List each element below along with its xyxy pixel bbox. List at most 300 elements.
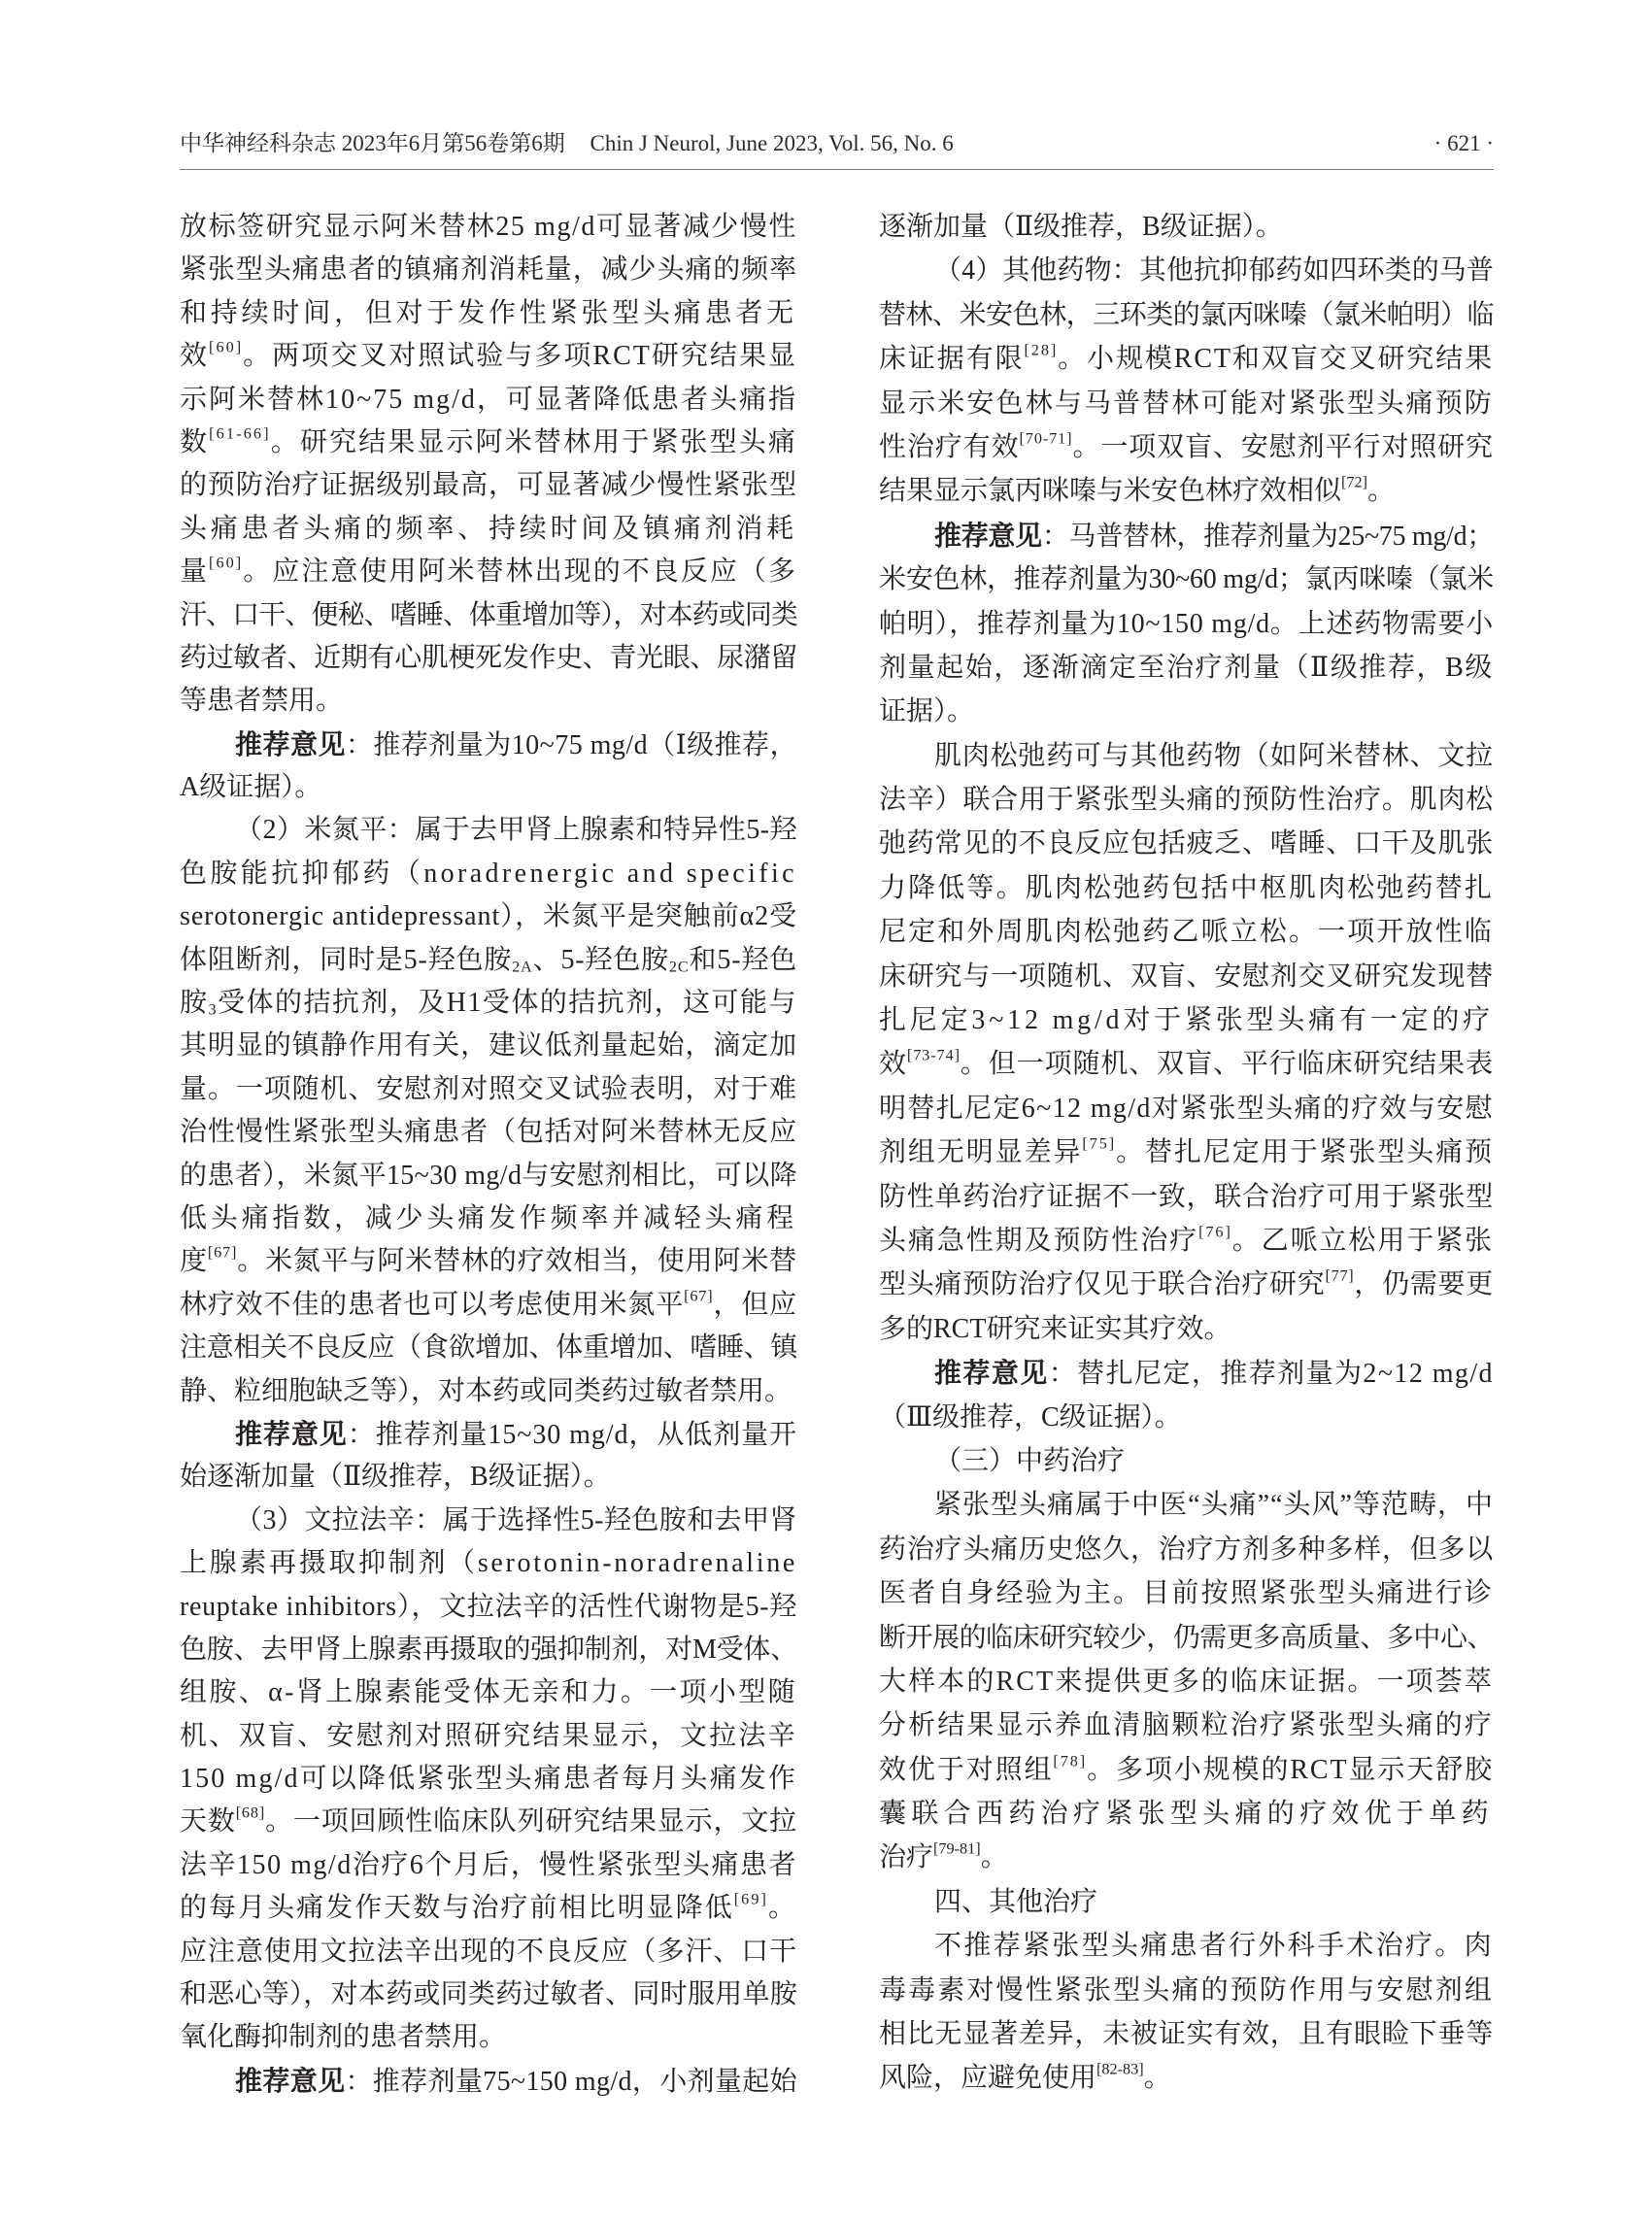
text-line — [879, 514, 1494, 557]
text-run: 应注意使用文拉法辛出现的不良反应（多汗、口干 — [180, 1936, 797, 1967]
journal-title-en: Chin J Neurol, June 2023, Vol. 56, No. 6 — [590, 131, 954, 155]
text-run: 和恶心等），对本药或同类药过敏者、同时服用单胺 — [180, 1979, 797, 2010]
line-content — [879, 1307, 1231, 1351]
line-content — [180, 766, 321, 809]
line-content — [879, 1219, 1494, 1263]
recommendation-paragraph — [879, 1351, 1494, 1439]
text-run: 注意相关不良反应（食欲增加、体重增加、嗜睡、镇 — [180, 1332, 797, 1364]
text-run: 断开展的临床研究较少，仍需更多高质量、多中心、 — [879, 1622, 1494, 1653]
text-run: 床证据有限 — [879, 344, 1025, 375]
text-run: 。但一项随机、双盲、平行临床研究结果表 — [960, 1049, 1494, 1080]
text-line — [879, 1528, 1494, 1571]
text-line — [180, 551, 797, 593]
text-run: 。多项小规模的RCT显示天舒胶 — [1087, 1754, 1495, 1785]
text-line — [879, 1924, 1494, 1968]
line-content — [180, 249, 797, 291]
text-run: 效优于对照组 — [879, 1754, 1054, 1785]
text-run: 、5-羟色胺 — [532, 944, 669, 975]
text-run: 四、其他治疗 — [934, 1886, 1098, 1917]
text-run: 和持续时间，但对于发作性紧张型头痛患者无 — [180, 297, 797, 328]
text-line — [180, 594, 797, 637]
text-line — [180, 2060, 797, 2103]
line-content — [180, 1629, 797, 1671]
text-line — [180, 637, 797, 680]
line-content — [934, 734, 1494, 778]
citation-superscript: [67] — [684, 1287, 714, 1305]
text-line — [180, 1197, 797, 1240]
text-line — [879, 1616, 1494, 1660]
text-run: 色胺能抗抑郁药（noradrenergic and specific — [180, 858, 797, 889]
text-line — [180, 1931, 797, 1973]
text-line — [180, 464, 797, 507]
text-line — [879, 646, 1494, 690]
line-content — [180, 206, 797, 249]
text-line — [180, 766, 797, 809]
text-line — [180, 1500, 797, 1542]
text-run: 。 — [1143, 2063, 1171, 2094]
text-line — [180, 1586, 797, 1629]
text-run: 医者自身经验为主。目前按照紧张型头痛进行诊 — [879, 1578, 1494, 1609]
line-content — [180, 594, 797, 637]
text-run: 色胺、去甲肾上腺素再摄取的强抑制剂，对M受体、 — [180, 1634, 797, 1665]
text-run: 体阻断剂，同时是5-羟色胺 — [180, 944, 513, 975]
right-column — [879, 205, 1494, 2101]
text-run: （3）文拉法辛：属于选择性5-羟色胺和去甲肾 — [235, 1504, 797, 1535]
text-line — [879, 2056, 1494, 2100]
line-content — [180, 551, 797, 593]
body-paragraph — [879, 1483, 1494, 1880]
line-content — [934, 1351, 1494, 1396]
line-content — [180, 1887, 797, 1930]
body-paragraph — [180, 809, 797, 1412]
text-run: 分析结果显示养血清脑颗粒治疗紧张型头痛的疗 — [879, 1710, 1494, 1741]
line-content — [180, 335, 797, 378]
line-content — [879, 1660, 1494, 1703]
text-line — [879, 1703, 1494, 1747]
text-run: 替林、米安色林，三环类的氯丙咪嗪（氯米帕明）临 — [879, 299, 1494, 330]
line-content — [180, 939, 797, 982]
line-content — [879, 1175, 1494, 1219]
text-run: 。 — [767, 1893, 797, 1924]
text-run: 度 — [180, 1246, 208, 1277]
text-run: 。替扎尼定用于紧张型头痛预 — [1116, 1137, 1494, 1168]
citation-superscript: [78] — [1053, 1752, 1088, 1770]
text-run: 床研究与一项随机、双盲、安慰剂交叉研究发现替 — [879, 961, 1494, 992]
text-line — [879, 1219, 1494, 1263]
text-line — [879, 998, 1494, 1042]
citation-superscript: [70-71] — [1019, 429, 1073, 448]
line-content — [235, 724, 797, 767]
text-run: 。米氮平与阿米替林的疗效相当，使用阿米替 — [237, 1246, 797, 1277]
text-line — [879, 2012, 1494, 2056]
line-content — [879, 1396, 1182, 1439]
text-line — [879, 1792, 1494, 1836]
text-run: 尼定和外周肌肉松弛药乙哌立松。一项开放性临 — [879, 917, 1494, 948]
line-content — [934, 1924, 1494, 1968]
line-content — [180, 464, 797, 507]
citation-superscript: [68] — [235, 1804, 266, 1822]
section-heading — [879, 1880, 1494, 1924]
text-run: 的每月头痛发作天数与治疗前相比明显降低 — [180, 1893, 734, 1924]
section-heading — [879, 1439, 1494, 1483]
text-run: （4）其他药物：其他抗抑郁药如四环类的马普 — [934, 255, 1494, 287]
text-run: 不推荐紧张型头痛患者行外科手术治疗。肉 — [934, 1931, 1494, 1962]
text-line — [879, 1748, 1494, 1792]
citation-superscript: [75] — [1082, 1134, 1117, 1153]
line-content — [879, 955, 1494, 998]
recommendation-label: 推荐意见 — [934, 519, 1042, 552]
line-content — [180, 1715, 797, 1758]
recommendation-paragraph — [180, 724, 797, 810]
citation-superscript: [76] — [1198, 1223, 1232, 1241]
text-line — [180, 1801, 797, 1843]
text-line — [879, 557, 1494, 601]
text-run: 紧张型头痛患者的镇痛剂消耗量，减少头痛的频率 — [180, 254, 797, 286]
text-run: 药过敏者、近期有心肌梗死发作史、青光眼、尿潴留 — [180, 642, 797, 673]
line-content — [180, 1155, 797, 1197]
text-line — [879, 1660, 1494, 1703]
recommendation-label: 推荐意见 — [934, 1357, 1049, 1390]
text-run: 法辛）联合用于紧张型头痛的预防性治疗。肌肉松 — [879, 785, 1494, 816]
text-run: 。一项回顾性临床队列研究结果显示，文拉 — [265, 1806, 797, 1837]
text-line — [879, 910, 1494, 954]
text-line — [879, 1307, 1494, 1351]
page-number: · 621 · — [1433, 131, 1494, 155]
body-paragraph — [180, 206, 797, 724]
text-run: 弛药常见的不良反应包括疲乏、嗜睡、口干及肌张 — [879, 828, 1494, 860]
line-content — [180, 1586, 797, 1629]
line-content — [180, 680, 343, 723]
line-content — [180, 508, 797, 551]
line-content — [180, 1844, 797, 1887]
text-line — [180, 335, 797, 378]
line-content — [879, 557, 1494, 601]
text-run: ：推荐剂量为10~75 mg/d（Ⅰ级推荐， — [345, 729, 797, 760]
text-run: 多的RCT研究来证实其疗效。 — [879, 1313, 1231, 1344]
text-line — [180, 1715, 797, 1758]
text-line — [879, 1880, 1494, 1924]
recommendation-label: 推荐意见 — [235, 1417, 348, 1450]
line-content — [879, 382, 1494, 425]
line-content — [879, 1130, 1494, 1174]
text-run: 林疗效不佳的患者也可以考虑使用米氮平 — [180, 1289, 685, 1320]
line-content — [879, 1528, 1494, 1571]
text-line — [180, 206, 797, 249]
line-content — [879, 2012, 1494, 2056]
text-line — [879, 205, 1494, 249]
text-run: 的预防治疗证据级别最高，可显著减少慢性紧张型 — [180, 470, 797, 501]
text-run: （2）米氮平：属于去甲肾上腺素和特异性5-羟 — [235, 815, 797, 846]
text-line — [879, 778, 1494, 822]
text-line — [180, 680, 797, 723]
text-run: 相比无显著差异，未被证实有效，且有眼睑下垂等 — [879, 2019, 1494, 2050]
text-line — [879, 382, 1494, 425]
line-content — [180, 1111, 797, 1154]
text-run: 结果显示氯丙咪嗪与米安色林疗效相似 — [879, 476, 1342, 507]
text-run: 帕明），推荐剂量为10~150 mg/d。上述药物需要小 — [879, 608, 1494, 639]
text-line — [180, 1671, 797, 1714]
line-content — [180, 421, 797, 464]
text-line — [879, 1087, 1494, 1130]
text-run: 力降低等。肌肉松弛药包括中枢肌肉松弛药替扎 — [879, 872, 1494, 903]
text-run: 。研究结果显示阿米替林用于紧张型头痛 — [270, 426, 797, 457]
text-run: 显示米安色林与马普替林可能对紧张型头痛预防 — [879, 388, 1494, 419]
line-content — [180, 1025, 797, 1067]
text-run: 大样本的RCT来提供更多的临床证据。一项荟萃 — [879, 1666, 1494, 1697]
line-content — [879, 1836, 1008, 1879]
text-line — [879, 469, 1494, 513]
receptor-subscript: 2C — [668, 958, 690, 976]
text-run: 。小规模RCT和双盲交叉研究结果 — [1058, 344, 1494, 375]
text-line — [879, 955, 1494, 998]
text-line — [180, 1068, 797, 1111]
text-run: 治性慢性紧张型头痛患者（包括对阿米替林无反应 — [180, 1117, 797, 1148]
text-line — [879, 822, 1494, 865]
text-run: 组胺、α-肾上腺素能受体无亲和力。一项小型随 — [180, 1677, 797, 1708]
text-line — [180, 1111, 797, 1154]
text-run: 效 — [879, 1049, 907, 1080]
running-header — [180, 127, 1494, 160]
text-run: 逐渐加量（Ⅱ级推荐，B级证据）。 — [879, 212, 1283, 242]
text-run: 风险，应避免使用 — [879, 2063, 1097, 2094]
text-run: 受体的拮抗剂，及H1受体的拮抗剂，这可能与 — [218, 988, 797, 1019]
line-content — [879, 646, 1494, 690]
line-content — [879, 1792, 1494, 1836]
line-content — [879, 1748, 1494, 1792]
text-run: 效 — [180, 341, 210, 372]
line-content — [235, 2060, 797, 2104]
text-line — [180, 1542, 797, 1585]
line-content — [879, 469, 1395, 513]
line-content — [934, 1439, 1125, 1483]
text-line — [879, 1042, 1494, 1086]
text-line — [180, 249, 797, 291]
text-run: serotonergic antidepressant），米氮平是突触前α2受 — [180, 901, 797, 932]
line-content — [879, 2056, 1171, 2100]
left-column — [180, 206, 797, 2103]
recommendation-label: 推荐意见 — [235, 727, 346, 760]
line-content — [879, 602, 1494, 646]
line-content — [934, 1483, 1494, 1527]
text-line — [180, 939, 797, 982]
line-content — [180, 1973, 797, 2016]
line-content — [879, 778, 1494, 822]
text-run: 和5-羟色 — [689, 944, 798, 975]
line-content — [879, 337, 1494, 381]
text-line — [180, 1456, 797, 1499]
text-run: 放标签研究显示阿米替林25 mg/d可显著减少慢性 — [180, 212, 797, 242]
text-run: 明替扎尼定6~12 mg/d对紧张型头痛的疗效与安慰 — [879, 1093, 1494, 1124]
text-line — [879, 425, 1494, 469]
text-run: （三）中药治疗 — [934, 1445, 1126, 1476]
text-line — [180, 508, 797, 551]
text-run: 法辛150 mg/d治疗6个月后，慢性紧张型头痛患者 — [180, 1849, 797, 1880]
text-line — [180, 1025, 797, 1067]
text-run: 量 — [180, 556, 210, 588]
text-run: 防性单药治疗证据不一致，联合治疗可用于紧张型 — [879, 1181, 1494, 1212]
text-run: 。两项交叉对照试验与多项RCT研究结果显 — [243, 341, 797, 372]
line-content — [180, 1327, 797, 1369]
line-content — [180, 1456, 611, 1499]
citation-superscript: [60] — [209, 554, 244, 572]
citation-superscript: [28] — [1024, 341, 1059, 359]
line-content — [180, 2016, 506, 2059]
text-run: 氧化酶抑制剂的患者禁用。 — [180, 2022, 507, 2053]
text-run: 性治疗有效 — [879, 431, 1020, 462]
text-line — [879, 1263, 1494, 1306]
text-line — [879, 1175, 1494, 1219]
text-run: 量。一项随机、安慰剂对照交叉试验表明，对于难 — [180, 1073, 797, 1104]
text-line — [180, 809, 797, 852]
text-line — [879, 866, 1494, 910]
body-paragraph — [879, 249, 1494, 513]
line-content — [879, 205, 1283, 249]
line-content — [235, 1500, 797, 1542]
text-line — [180, 2016, 797, 2059]
receptor-subscript: 3 — [208, 1000, 219, 1019]
recommendation-paragraph — [879, 514, 1494, 734]
text-line — [180, 1629, 797, 1671]
text-run: 机、双盲、安慰剂对照研究结果显示，文拉法辛 — [180, 1720, 797, 1751]
text-line — [180, 421, 797, 464]
text-run: 。应注意使用阿米替林出现的不良反应（多 — [243, 556, 797, 588]
text-run: 肌肉松弛药可与其他药物（如阿米替林、文拉 — [934, 740, 1494, 771]
text-line — [180, 1758, 797, 1801]
text-line — [879, 1130, 1494, 1174]
text-run: 。一项双盲、安慰剂平行对照研究 — [1072, 431, 1494, 462]
line-content — [879, 998, 1494, 1042]
text-run: 紧张型头痛属于中医“头痛”“头风”等范畴，中 — [934, 1490, 1494, 1521]
text-line — [180, 292, 797, 335]
body-paragraph — [879, 205, 1494, 249]
citation-superscript: [60] — [209, 338, 244, 356]
text-line — [879, 1571, 1494, 1615]
text-run: 剂组无明显差异 — [879, 1137, 1083, 1168]
line-content — [180, 1068, 797, 1111]
recommendation-paragraph — [180, 1413, 797, 1500]
text-run: reuptake inhibitors），文拉法辛的活性代谢物是5-羟 — [180, 1591, 797, 1622]
line-content — [934, 514, 1494, 558]
line-content — [879, 293, 1494, 337]
text-run: 头痛患者头痛的频率、持续时间及镇痛剂消耗 — [180, 513, 797, 544]
line-content — [180, 982, 797, 1025]
line-content — [180, 1284, 797, 1327]
text-line — [180, 1327, 797, 1369]
text-run: 的患者），米氮平15~30 mg/d与安慰剂相比，可以降 — [180, 1160, 797, 1191]
text-run: 示阿米替林10~75 mg/d，可显著降低患者头痛指 — [180, 384, 797, 415]
receptor-subscript: 2A — [512, 958, 533, 976]
text-run: ：替扎尼定，推荐剂量为2~12 mg/d — [1048, 1359, 1494, 1390]
line-content — [934, 249, 1494, 292]
citation-superscript: [72] — [1341, 473, 1368, 491]
text-run: 汗、口干、便秘、嗜睡、体重增加等），对本药或同类 — [180, 599, 797, 630]
line-content — [879, 425, 1494, 469]
text-line — [879, 1483, 1494, 1527]
text-run: ：马普替林，推荐剂量为25~75 mg/d； — [1041, 521, 1494, 552]
text-run: 治疗 — [879, 1842, 934, 1873]
text-run: 数 — [180, 426, 210, 457]
text-run: 胺 — [180, 988, 209, 1019]
text-line — [879, 1396, 1494, 1439]
line-content — [879, 1042, 1494, 1086]
citation-superscript: [79-81] — [933, 1839, 981, 1858]
text-line — [180, 1844, 797, 1887]
text-line — [180, 724, 797, 766]
citation-superscript: [73-74] — [906, 1046, 961, 1064]
text-line — [180, 1973, 797, 2016]
line-content — [879, 1571, 1494, 1615]
text-run: ：推荐剂量75~150 mg/d，小剂量起始 — [345, 2066, 797, 2097]
citation-superscript: [67] — [207, 1243, 238, 1262]
citation-superscript: [61-66] — [209, 424, 271, 443]
line-content — [879, 910, 1494, 954]
text-line — [879, 249, 1494, 292]
line-content — [235, 1413, 797, 1457]
text-run: 囊联合西药治疗紧张型头痛的疗效优于单药 — [879, 1799, 1494, 1830]
citation-superscript: [69] — [733, 1890, 768, 1908]
citation-superscript: [82-83] — [1096, 2060, 1144, 2078]
text-run: 低头痛指数，减少头痛发作频率并减轻头痛程 — [180, 1202, 797, 1233]
text-run: ，但应 — [713, 1289, 797, 1320]
line-content — [879, 1087, 1494, 1130]
text-run: 等患者禁用。 — [180, 686, 344, 717]
text-line — [180, 1240, 797, 1283]
text-line — [879, 337, 1494, 381]
text-line — [180, 1413, 797, 1456]
line-content — [180, 292, 797, 335]
citation-superscript: [77] — [1325, 1266, 1355, 1285]
line-content — [180, 1758, 797, 1801]
text-run: 毒毒素对慢性紧张型头痛的预防作用与安慰剂组 — [879, 1974, 1494, 2006]
text-line — [180, 853, 797, 895]
text-line — [879, 1439, 1494, 1483]
line-content — [180, 1931, 797, 1973]
text-line — [180, 1887, 797, 1930]
line-content — [180, 1801, 797, 1843]
line-content — [879, 866, 1494, 910]
text-run: 。 — [980, 1842, 1008, 1873]
text-run: 上腺素再摄取抑制剂（serotonin-noradrenaline — [180, 1548, 797, 1579]
body-paragraph — [879, 734, 1494, 1351]
line-content — [180, 637, 797, 680]
text-run: 。 — [1367, 476, 1396, 507]
line-content — [180, 853, 797, 895]
text-run: 始逐渐加量（Ⅱ级推荐，B级证据）。 — [180, 1462, 611, 1493]
recommendation-paragraph — [180, 2060, 797, 2103]
line-content — [180, 1240, 797, 1283]
text-run: 米安色林，推荐剂量为30~60 mg/d；氯丙咪嗪（氯米 — [879, 564, 1494, 595]
line-content — [180, 379, 797, 421]
journal-title-cn: 中华神经科杂志 2023年6月第56卷第6期 — [180, 131, 565, 155]
line-content — [180, 895, 797, 938]
line-content — [934, 1880, 1097, 1924]
line-content — [879, 1263, 1494, 1306]
text-run: 头痛急性期及预防性治疗 — [879, 1225, 1199, 1256]
text-run: 型头痛预防治疗仅见于联合治疗研究 — [879, 1269, 1326, 1300]
text-run: 扎尼定3~12 mg/d对于紧张型头痛有一定的疗 — [879, 1005, 1494, 1036]
text-line — [180, 1284, 797, 1327]
text-line — [879, 1351, 1494, 1395]
text-run: ：推荐剂量15~30 mg/d，从低剂量开 — [347, 1419, 797, 1450]
text-line — [879, 602, 1494, 646]
recommendation-label: 推荐意见 — [235, 2064, 346, 2097]
body-paragraph — [879, 1924, 1494, 2101]
line-content — [879, 1703, 1494, 1747]
text-line — [180, 1370, 797, 1413]
text-line — [180, 895, 797, 938]
text-run: 剂量起始，逐渐滴定至治疗剂量（Ⅱ级推荐，B级 — [879, 652, 1494, 683]
text-run: 静、粒细胞缺乏等），对本药或同类药过敏者禁用。 — [180, 1375, 792, 1406]
